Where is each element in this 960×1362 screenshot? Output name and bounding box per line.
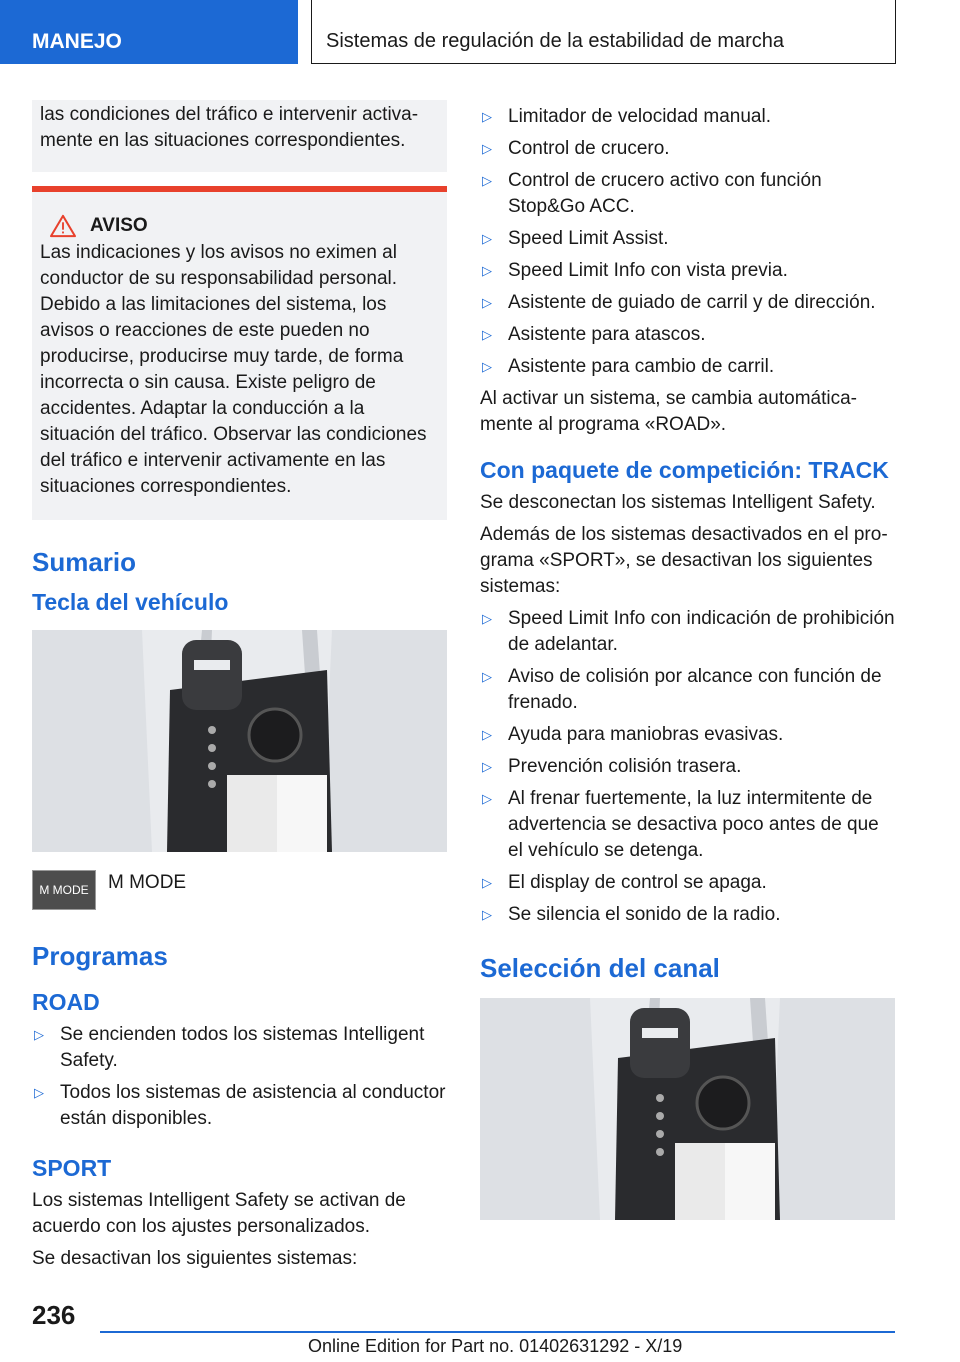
list-item: ▷ Prevención colisión trasera. [480, 754, 895, 780]
road-switch-text: Al activar un sistema, se cambia automáticamente al programa «ROAD». [480, 388, 857, 435]
mmode-button-image: M MODE [32, 870, 96, 910]
triangle-right-icon: ▷ [482, 875, 492, 890]
heading-programas: Programas [32, 941, 168, 971]
triangle-right-icon: ▷ [482, 109, 492, 124]
heading-road: ROAD [32, 989, 100, 1015]
list-item: ▷ Al frenar fuertemente, la luz intermitente de advertencia se desactiva poco antes de que el vehículo se detenga. [482, 788, 879, 861]
track-disabled-list [480, 606, 895, 928]
list-item: ▷ Ayuda para maniobras evasivas. [480, 722, 895, 748]
page-number: 236 [32, 1300, 76, 1330]
list-item: ▷ Speed Limit Info con indicación de prohibición de adelantar. [482, 608, 895, 655]
triangle-right-icon: ▷ [482, 759, 492, 774]
warning-label: AVISO [90, 215, 148, 236]
list-item: ▷ Todos los sistemas de asistencia al conductor están disponibles. [34, 1082, 446, 1129]
track-text-1: Se desconectan los sistemas Intelligent Safety. [480, 492, 876, 513]
list-item: ▷ Aviso de colisión por alcance con función de frenado. [482, 666, 882, 713]
list-item: ▷ Asistente para cambio de carril. [480, 354, 895, 380]
continued-warning-text: las condiciones del tráfico e intervenir activamente en las situaciones correspondientes. [32, 100, 447, 172]
triangle-right-icon: ▷ [482, 359, 492, 374]
heading-tecla: Tecla del vehículo [32, 589, 229, 615]
triangle-right-icon: ▷ [482, 231, 492, 246]
triangle-right-icon: ▷ [482, 173, 492, 188]
track-text-2: Además de los sistemas desactivados en el programa «SPORT», se desactivan los siguientes sistemas: [480, 524, 888, 597]
list-item: ▷ Control de crucero activo con función Stop&Go ACC. [482, 170, 822, 217]
triangle-right-icon: ▷ [482, 669, 492, 684]
console-photo-1 [32, 630, 447, 852]
triangle-right-icon: ▷ [34, 1027, 44, 1042]
mmode-label: M MODE [108, 872, 187, 893]
heading-track: Con paquete de competición: TRACK [480, 457, 889, 483]
sport-text-1: Los sistemas Intelligent Safety se activan de acuerdo con los ajustes personalizados. [32, 1190, 406, 1237]
right-column [480, 104, 895, 1220]
triangle-right-icon: ▷ [482, 263, 492, 278]
list-item: ▷ Control de crucero. [480, 136, 895, 162]
center-console-image [32, 630, 447, 852]
header-title: Sistemas de regulación de la estabilidad de marcha [311, 0, 896, 64]
warning-box [32, 186, 447, 520]
warning-heading [48, 214, 439, 238]
triangle-right-icon: ▷ [482, 791, 492, 806]
triangle-right-icon: ▷ [34, 1085, 44, 1100]
triangle-right-icon: ▷ [482, 611, 492, 626]
center-console-image [480, 998, 895, 1220]
console-photo-2 [480, 998, 895, 1220]
list-item: ▷ Asistente para atascos. [480, 322, 895, 348]
triangle-right-icon: ▷ [482, 295, 492, 310]
heading-sumario: Sumario [32, 547, 137, 577]
list-item: ▷ Limitador de velocidad manual. [480, 104, 895, 130]
sport-text-2: Se desactivan los siguientes sistemas: [32, 1248, 358, 1269]
footer-text: Online Edition for Part no. 01402631292 - X/19 [308, 1336, 683, 1356]
left-column [32, 100, 447, 1278]
sport-disabled-list [480, 104, 895, 380]
list-item: ▷ El display de control se apaga. [480, 870, 895, 896]
list-item: ▷ Speed Limit Info con vista previa. [480, 258, 895, 284]
warning-text: Las indicaciones y los avisos no eximen al conductor de su responsabilidad personal. Debido a las limitaciones del sistema, los avisos o reacciones de este pueden no producirse, producirse muy tarde, de forma incorrecta o sin causa. Existe peligro de accidentes. Adaptar la conducción a la situación del tráfico. Observar las condiciones del tráfico e intervenir activamente en las situaciones correspondientes. [40, 242, 427, 497]
warning-triangle-icon [48, 214, 78, 238]
heading-sport: SPORT [32, 1155, 112, 1181]
mmode-row [32, 870, 447, 910]
list-item: ▷ Se silencia el sonido de la radio. [480, 902, 895, 928]
list-item: ▷ Asistente de guiado de carril y de dirección. [480, 290, 895, 316]
list-item: ▷ Se encienden todos los sistemas Intelligent Safety. [34, 1024, 425, 1071]
footer-rule [100, 1331, 895, 1333]
list-item: ▷ Speed Limit Assist. [480, 226, 895, 252]
road-list [32, 1022, 447, 1132]
triangle-right-icon: ▷ [482, 141, 492, 156]
triangle-right-icon: ▷ [482, 327, 492, 342]
triangle-right-icon: ▷ [482, 907, 492, 922]
header-section: MANEJO [0, 0, 298, 64]
triangle-right-icon: ▷ [482, 727, 492, 742]
heading-canal: Selección del canal [480, 953, 720, 983]
